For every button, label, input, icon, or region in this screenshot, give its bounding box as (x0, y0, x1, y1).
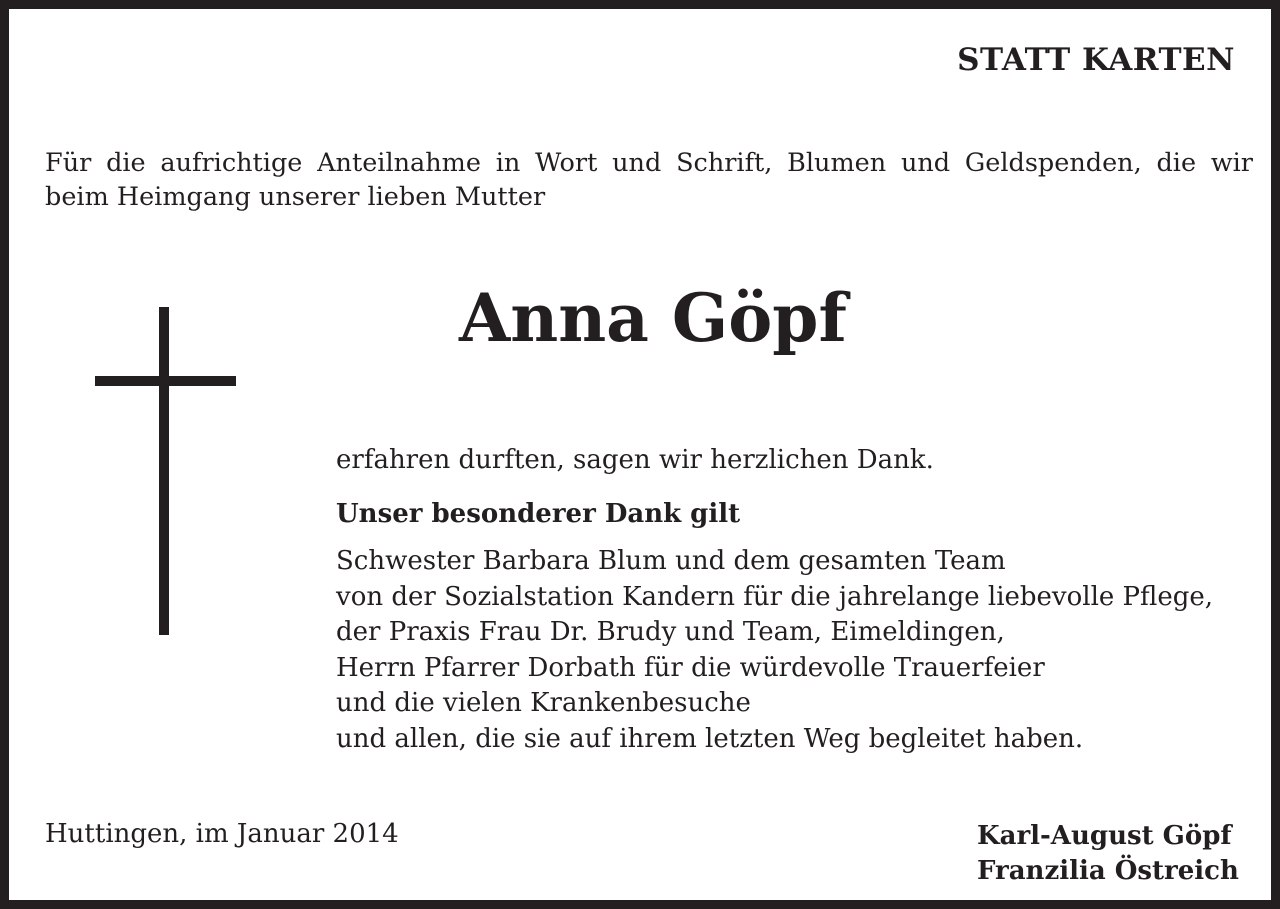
special-thanks-heading: Unser besonderer Dank gilt (336, 499, 741, 529)
signers (977, 819, 1239, 889)
cross-horizontal-bar (95, 376, 236, 386)
special-thanks-list (336, 544, 1213, 757)
intro-paragraph (45, 146, 1253, 214)
intro-line-1: Für die aufrichtige Anteilnahme in Wort und Schrift, Blumen und Geldspenden, die wir (45, 148, 1253, 178)
special-thanks-line: Herrn Pfarrer Dorbath für die würdevolle Trauerfeier (336, 652, 1045, 683)
deceased-name: Anna Göpf (459, 279, 847, 357)
intro-line-2: beim Heimgang unserer lieben Mutter (45, 182, 546, 212)
special-thanks-line: von der Sozialstation Kandern für die jahrelange liebevolle Pflege, (336, 581, 1214, 612)
special-thanks-line: Schwester Barbara Blum und dem gesamten Team (336, 546, 1006, 576)
cross-vertical-bar (159, 307, 169, 635)
signer-name: Karl-August Göpf (977, 821, 1232, 851)
thanks-line: erfahren durften, sagen wir herzlichen Dank. (336, 445, 934, 475)
special-thanks-line: und allen, die sie auf ihrem letzten Weg begleitet haben. (336, 723, 1084, 754)
place-date: Huttingen, im Januar 2014 (45, 819, 399, 849)
signer-name: Franzilia Östreich (977, 856, 1239, 886)
special-thanks-line: der Praxis Frau Dr. Brudy und Team, Eimeldingen, (336, 617, 1005, 647)
special-thanks-line: und die vielen Krankenbesuche (336, 688, 751, 718)
header-statt-karten: STATT KARTEN (957, 42, 1235, 78)
